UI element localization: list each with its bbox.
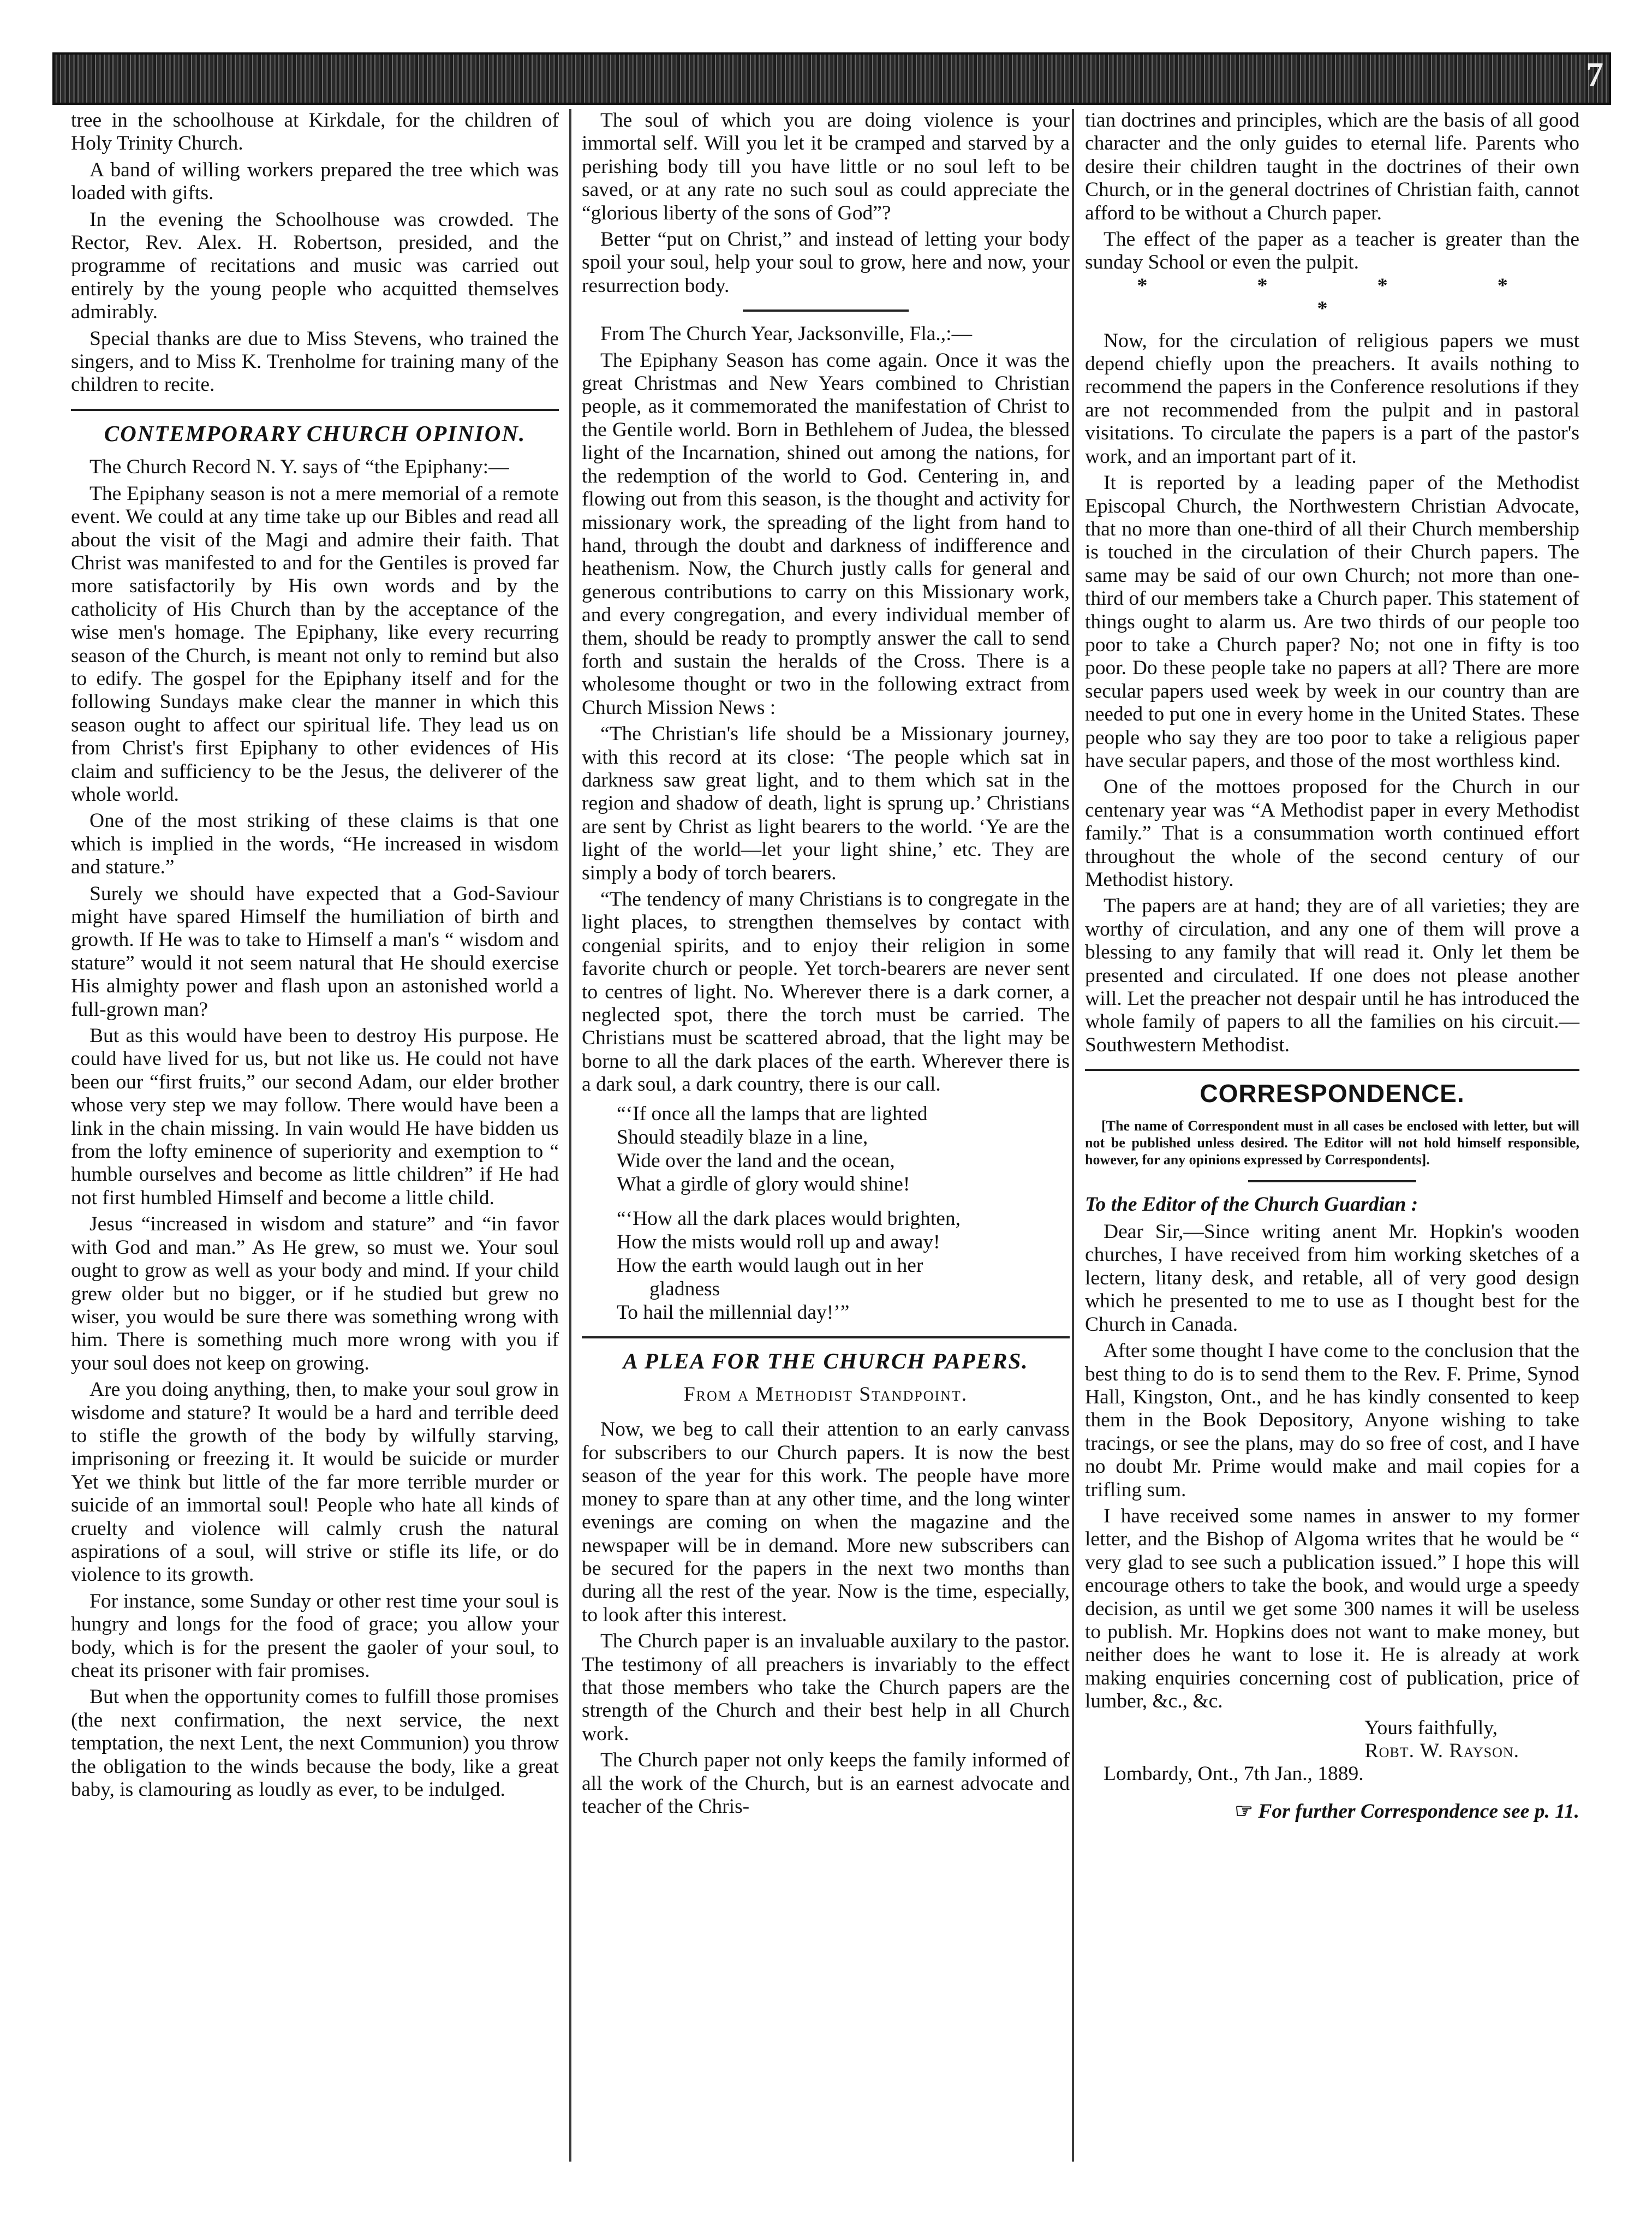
letter-address: To the Editor of the Church Guardian : (1085, 1193, 1418, 1216)
paragraph: But when the opportunity comes to fulfill those promises (the next confirmation, the next service, the next temptation, the next Lent, the next Communion) you throw the obligation to the winds because the body, like a great baby, is clamouring as loudly as ever, to be indulged. (71, 1686, 559, 1801)
paragraph: Special thanks are due to Miss Stevens, who trained the singers, and to Miss K. Trenholme for training many of the children to recite. (71, 327, 559, 396)
letter-closing: Yours faithfully, (1364, 1716, 1498, 1739)
paragraph: After some thought I have come to the conclusion that the best thing to do is to send them to the Rev. F. Prime, Synod Hall, Kingston, Ont., and he has kindly consented to keep them in the Book Depository, Anyone wishing to take tracings, or see the plans, may do so free of cost, and I have no doubt Mr. Prime would make and mail copies for a trifling sum. (1085, 1340, 1579, 1501)
paragraph: A band of willing workers prepared the tree which was loaded with gifts. (71, 158, 559, 205)
editorial-note: [The name of Correspondent must in all cases be enclosed with letter, but will not be published unless desired. The Editor will not hold himself responsible, however, for any opinions expressed by Correspondents]. (1085, 1117, 1579, 1168)
paragraph: Surely we should have expected that a God-Saviour might have spared Himself the humiliation of birth and growth. If He was to take to Himself a man's “ wisdom and stature” would it not seem natural that He should exercise His almighty power and flash upon an astonished world a full-grown man? (71, 882, 559, 1021)
poem-line: How the earth would laugh out in her (617, 1254, 923, 1277)
section-divider (71, 409, 559, 411)
paragraph: Better “put on Christ,” and instead of letting your body spoil your soul, help your soul to grow, here and now, your resurrection body. (582, 228, 1070, 297)
letter-signature: Robt. W. Rayson. (1364, 1740, 1519, 1762)
paragraph: The effect of the paper as a teacher is greater than the sunday School or even the pulpit. (1085, 228, 1579, 274)
paragraph: “The tendency of many Christians is to congregate in the light places, to strengthen themselves by contact with congenial spirits, and to enjoy their religion in some favorite church or people. Yet torch-bearers are never sent to centres of light. No. Wherever there is a dark corner, a neglected spot, there the torch must be carried. The Christians must be scattered abroad, that the light may be borne to all the dark places of the earth. Wherever there is a dark soul, a dark country, there is our call. (582, 888, 1070, 1096)
column-rule (1072, 109, 1074, 2162)
paragraph: Now, we beg to call their attention to an early canvass for subscribers to our Church papers. It is now the best season of the year for this work. The people have more money to spare than at any other time, and the long winter evenings are coming on when the magazine and the newspaper will be in demand. More new subscribers can be secured for the papers in the next two months than during all the rest of the year. Now is the time, especially, to look after this interest. (582, 1418, 1070, 1626)
poem-line: Should steadily blaze in a line, (617, 1126, 868, 1148)
paragraph: But as this would have been to destroy His purpose. He could have lived for us, but not like us. He could not have been our “first fruits,” our second Adam, our elder brother whose very step we may follow. There would have been a link in the chain missing. In vain would He have bidden us from the lofty eminence of superiority and exemption to “ humble ourselves and become as little children” if He had not first humbled Himself and become a little child. (71, 1025, 559, 1209)
paragraph: The Church Record N. Y. says of “the Epiphany:— (90, 456, 509, 479)
paragraph: For instance, some Sunday or other rest time your soul is hungry and longs for the food of grace; you allow your body, which is for the present the gaoler of your soul, to cheat its prisoner with fair promises. (71, 1590, 559, 1682)
paragraph: tian doctrines and principles, which are the basis of all good character and the only guides to eternal life. Parents who desire their children taught in the doctrines of their own Church, or in the general doctrines of Christian faith, cannot afford to be without a Church paper. (1085, 109, 1579, 224)
section-divider (743, 309, 909, 312)
pointing-hand-icon: ☞ (1234, 1800, 1259, 1823)
poem-line: gladness (649, 1277, 720, 1300)
column-1 (71, 109, 559, 1805)
page-header-banner (52, 52, 1611, 105)
paragraph: One of the mottoes proposed for the Church in our centenary year was “A Methodist paper in every Methodist family.” That is a consummation worth continued effort throughout the whole of the second century of our Methodist history. (1085, 776, 1579, 891)
section-divider (1248, 1180, 1416, 1182)
poem-line: Wide over the land and the ocean, (617, 1149, 895, 1172)
paragraph: Are you doing anything, then, to make your soul grow in wisdome and stature? It would be a hard and terrible deed to stifle the growth of the body by wilfully starving, imprisoning or freezing it. It would be suicide or murder Yet we think but little of the far more terrible murder or suicide of an immortal soul! People who hate all kinds of cruelty and violence will calmly crush the natural aspirations of a soul, will strive or stifle its life, or do violence to its growth. (71, 1378, 559, 1586)
paragraph: One of the most striking of these claims is that one which is implied in the words, “He increased in wisdom and stature.” (71, 810, 559, 879)
poem-line: To hail the millennial day!’” (617, 1301, 850, 1324)
column-rule (569, 109, 571, 2162)
paragraph: The papers are at hand; they are of all varieties; they are worthy of circulation, and any one of them will prove a blessing to any family that will read it. Only let them be presented and circulated. If one does not please another will. Let the preacher not despair until he has introduced the whole family of papers to all the families on his circuit.—Southwestern Methodist. (1085, 895, 1579, 1056)
paragraph: The soul of which you are doing violence is your immortal self. Will you let it be cramped and starved by a perishing body till you have little or no soul left to be saved, or at any rate no such soul as could appreciate the “glorious liberty of the sons of God”? (582, 109, 1070, 224)
page-number: 7 (1586, 55, 1603, 94)
paragraph: tree in the schoolhouse at Kirkdale, for the children of Holy Trinity Church. (71, 109, 559, 155)
poem-line: What a girdle of glory would shine! (617, 1172, 910, 1195)
section-divider (1085, 1069, 1579, 1071)
paragraph: I have received some names in answer to my former letter, and the Bishop of Algoma writes that he would be “ very glad to see such a publication issued.” I hope this will encourage others to take the book, and would urge a speedy decision, as until we get some 300 names it will be useless to publish. Mr. Hopkins does not want to make money, but neither does he want to lose it. He is already at work making enquiries concerning cost of publication, price of lumber, &c., &c. (1085, 1504, 1579, 1713)
paragraph: Dear Sir,—Since writing anent Mr. Hopkin's wooden churches, I have received from him working sketches of a lectern, litany desk, and retable, all of very good design which he presented to me to use as I thought best for the Church in Canada. (1085, 1221, 1579, 1336)
paragraph: The Church paper not only keeps the family informed of all the work of the Church, but is an earnest advocate and teacher of the Chris- (582, 1749, 1070, 1818)
paragraph: “The Christian's life should be a Missionary journey, with this record at its close: ‘The people which sat in darkness saw great light, and to them which sat in the region and shadow of death, light is sprung up.’ Christians are sent by Christ as light bearers to the world. ‘Ye are the light of the world—let your light shine,’ etc. They are simply a body of torch bearers. (582, 723, 1070, 884)
section-subtitle: From a Methodist Standpoint. (683, 1383, 968, 1406)
poem-line: “‘If once all the lamps that are lighted (617, 1102, 928, 1125)
section-title: CORRESPONDENCE. (1200, 1079, 1465, 1108)
poem-line: How the mists would roll up and away! (617, 1230, 940, 1253)
column-3 (1085, 109, 1579, 1823)
paragraph: The Church paper is an invaluable auxilary to the pastor. The testimony of all preachers is invariably to the effect that those members who take the Church papers are the strength of the Church and their best help in all Church work. (582, 1630, 1070, 1745)
poem-line: “‘How all the dark places would brighten, (617, 1207, 961, 1230)
column-2 (582, 109, 1070, 1822)
poem (617, 1102, 1070, 1324)
paragraph: It is reported by a leading paper of the Methodist Episcopal Church, the Northwestern Christian Advocate, that no more than one-third of all their Church membership is touched in the circulation of their Church papers. The same may be said of our own Church; not more than one-third of our members take a Church paper. This statement of things ought to alarm us. Are two thirds of our people too poor to take a Church paper? No; not one in fifty is too poor. Do these people take no papers at all? There are more secular papers used week by week in our country than are needed to put one in every home in the United States. These people who say they are too poor to take a religious paper have secular papers, and those of the most worthless kind. (1085, 472, 1579, 772)
section-title: CONTEMPORARY CHURCH OPINION. (104, 420, 526, 446)
letter-place-date: Lombardy, Ont., 7th Jan., 1889. (1104, 1763, 1364, 1785)
paragraph: The Epiphany Season has come again. Once it was the great Christmas and New Years combined to Christian people, as it commemorated the manifestation of Christ to the Gentile world. Born in Bethlehem of Judea, the blessed light of the Incarnation, shined out among the nations, for the redemption of the world to God. Centering in, and flowing out from this season, is the thought and activity for missionary work, the spreading of the light from hand to hand, through the doubt and darkness of indifference and heathenism. Now, the Church justly calls for general and generous contributions to carry on this Missionary work, and every congregation, and every individual member of them, should be ready to promptly answer the call to send forth and sustain the heralds of the Cross. There is a wholesome thought or two in the following extract from Church Mission News : (582, 349, 1070, 719)
paragraph: Now, for the circulation of religious papers we must depend chiefly upon the preachers. It avails nothing to recommend the papers in the Conference resolutions if they are not recommended from the pulpit and in pastoral visitations. To circulate the papers is a part of the pastor's work, and an important part of it. (1085, 329, 1579, 468)
see-also-text: For further Correspondence see p. 11. (1258, 1800, 1579, 1823)
source-line: From The Church Year, Jacksonville, Fla.,:— (600, 323, 973, 346)
section-divider (582, 1336, 1070, 1338)
paragraph: Jesus “increased in wisdom and stature” and “in favor with God and man.” As He grew, so must we. Your soul ought to grow as well as your body and mind. If your child grew older but no bigger, or if he studied but grew no wiser, you would be sure there was something wrong with him. There is something much more wrong with you if your soul does not keep on growing. (71, 1213, 559, 1374)
section-title: A PLEA FOR THE CHURCH PAPERS. (623, 1348, 1029, 1373)
see-also-note (1085, 1800, 1579, 1823)
paragraph: In the evening the Schoolhouse was crowded. The Rector, Rev. Alex. H. Robertson, presided, and the programme of recitations and music was carried out entirely by the young people who acquitted themselves admirably. (71, 208, 559, 324)
asterism: * * * * * (1137, 274, 1560, 320)
paragraph: The Epiphany season is not a mere memorial of a remote event. We could at any time take up our Bibles and read all about the visit of the Magi and admire their faith. That Christ was manifested to and for the Gentiles is proved far more satisfactorily by His own words and by the catholicity of His Church than by the acceptance of the wise men's homage. The Epiphany, like every recurring season of the Church, is meant not only to remind but also to edify. The gospel for the Epiphany itself and for the following Sundays make clear the manner in which this season ought to affect our spiritual life. They lead us on from Christ's first Epiphany to other evidences of His claim and sufficiency to be the Jesus, the deliverer of the whole world. (71, 482, 559, 806)
